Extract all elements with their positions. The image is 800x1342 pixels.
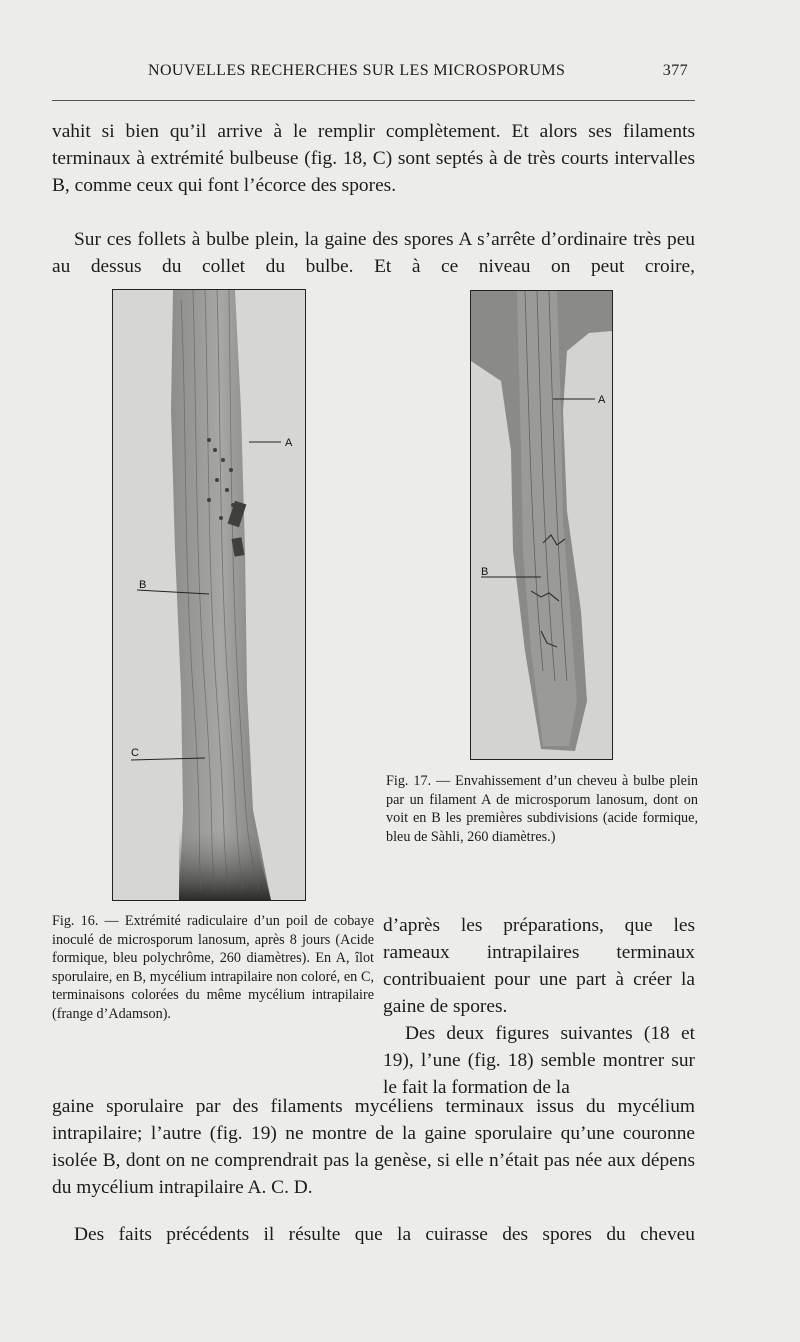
page-number: 377 <box>662 62 688 79</box>
paragraph-5: Des faits précédents il résulte que la cuirasse des spores du cheveu <box>74 1224 695 1245</box>
svg-text:B: B <box>481 566 489 578</box>
right-column-text <box>383 912 695 1101</box>
figure-16-caption: Fig. 16. — Extrémité radiculaire d’un poil de cobaye inoculé de microsporum lanosum, après 8 jours (Acide formique, bleu polychrôme, 260 diamètres). En A, îlot sporulaire, en B, mycélium intrapilaire non coloré, en C, terminaisons colorées du même mycélium intrapilaire (frange d’Adamson). <box>52 913 374 1022</box>
paragraph-4-start: Des deux figures suivantes (18 et 19), l’une (fig. 18) semble montrer sur le fait la formation de la <box>383 1023 695 1098</box>
paragraph-4-continuation: gaine sporulaire par des filaments mycéliens terminaux issus du mycélium intrapilaire; l’autre (fig. 19) ne montre de la gaine sporulaire qu’une couronne isolée B, dont on ne comprendrait pas la genèse, si elle n’était pas née aux dépens du mycélium intrapilaire A. C. D. <box>52 1096 695 1198</box>
paragraph-2: Sur ces follets à bulbe plein, la gaine des spores A s’arrête d’ordinaire très peu au dessus du collet du bulbe. Et à ce niveau on peut croire, <box>52 229 695 277</box>
svg-text:A: A <box>598 394 606 406</box>
paragraph-1: vahit si bien qu’il arrive à le remplir complètement. Et alors ses filaments terminaux à extrémité bulbeuse (fig. 18, C) sont septés à de très courts intervalles B, comme ceux qui font l’écorce des spores. <box>52 121 695 196</box>
running-title: NOUVELLES RECHERCHES SUR LES MICROSPORUMS <box>148 62 566 79</box>
figure-17-micrograph <box>470 290 613 760</box>
figure-16-micrograph <box>112 289 306 901</box>
figure-17-caption: Fig. 17. — Envahissement d’un cheveu à bulbe plein par un filament A de microsporum lanosum, dont on voit en B les premières subdivisions (acide formique, bleu de Sàhli, 260 diamètres.) <box>386 773 698 845</box>
svg-text:C: C <box>131 747 139 759</box>
svg-text:A: A <box>285 437 293 449</box>
paragraph-3: d’après les préparations, que les rameaux intrapilaires terminaux contribuaient pour une part à créer la gaine de spores. <box>383 915 695 1017</box>
svg-text:B: B <box>139 579 147 591</box>
header-rule <box>52 100 695 101</box>
